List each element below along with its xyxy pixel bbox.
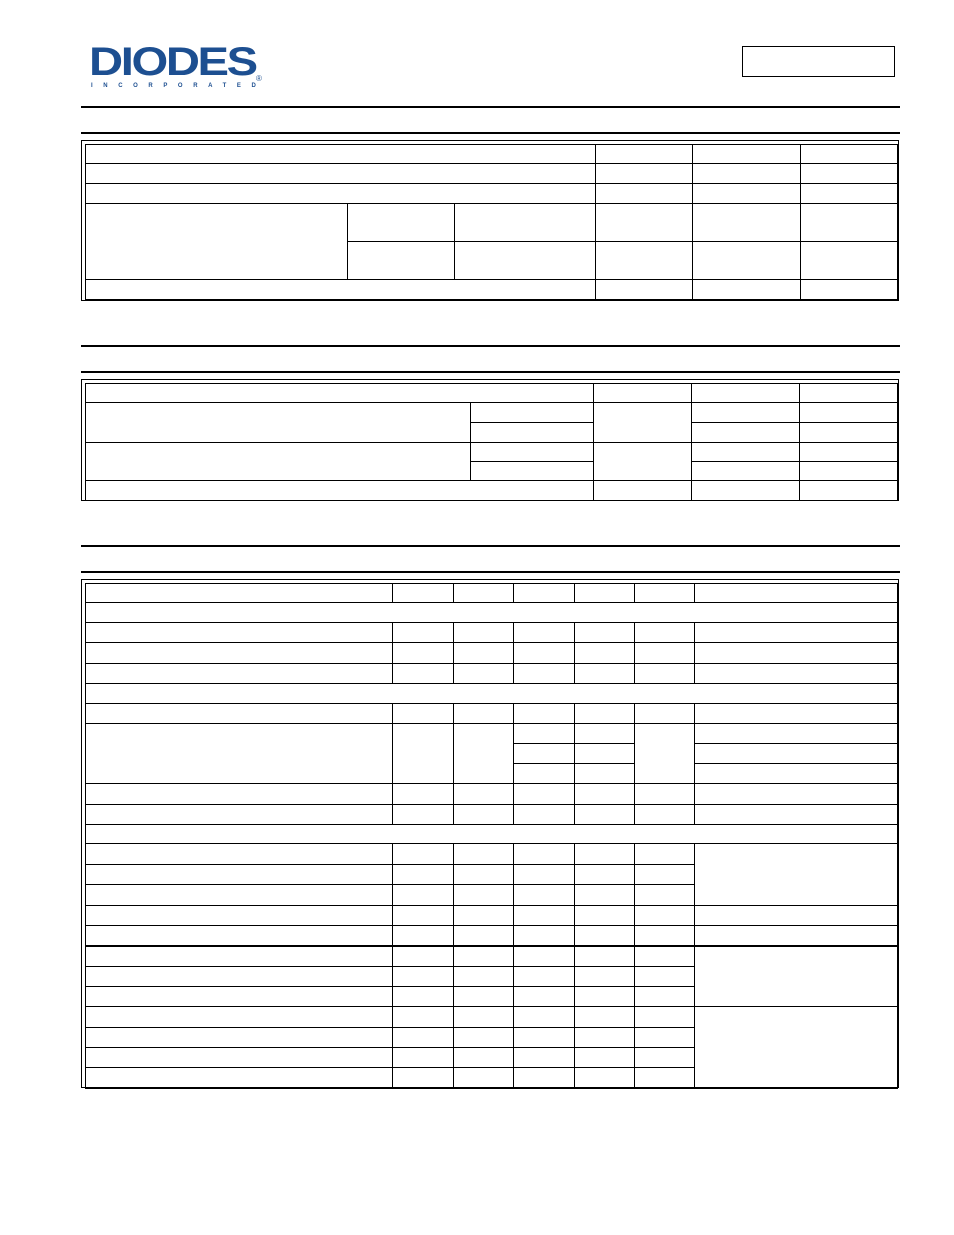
section-rule bbox=[81, 545, 900, 547]
table-row bbox=[86, 724, 898, 744]
thermal-table bbox=[85, 383, 898, 501]
table-row bbox=[86, 443, 898, 462]
diodes-logo bbox=[89, 40, 267, 92]
maximum-ratings-table-frame bbox=[81, 140, 899, 301]
logo-word: DIODES bbox=[89, 40, 256, 84]
thermal-table-frame bbox=[81, 379, 899, 501]
table-row bbox=[86, 204, 898, 242]
table-row bbox=[86, 584, 898, 603]
section-rule bbox=[81, 371, 900, 373]
header-rule bbox=[81, 106, 900, 108]
table-row bbox=[86, 825, 898, 844]
section-rule bbox=[81, 345, 900, 347]
table-row bbox=[86, 403, 898, 423]
table-row bbox=[86, 145, 898, 164]
table-row bbox=[86, 664, 898, 684]
table-row bbox=[86, 1007, 898, 1028]
table-row bbox=[86, 280, 898, 300]
table-row bbox=[86, 784, 898, 805]
table-row bbox=[86, 623, 898, 643]
electrical-table bbox=[85, 583, 898, 1089]
table-row bbox=[86, 603, 898, 623]
table-row bbox=[86, 184, 898, 204]
table-row bbox=[86, 704, 898, 724]
section-rule bbox=[81, 132, 900, 134]
section-rule bbox=[81, 571, 900, 573]
part-number-box bbox=[742, 46, 895, 77]
table-row bbox=[86, 926, 898, 946]
table-row bbox=[86, 844, 898, 865]
registered-mark: ® bbox=[256, 74, 262, 83]
table-row bbox=[86, 164, 898, 184]
table-row bbox=[86, 805, 898, 825]
table-row bbox=[86, 946, 898, 967]
table-row bbox=[86, 384, 898, 403]
maximum-ratings-table bbox=[85, 144, 898, 300]
table-row bbox=[86, 684, 898, 704]
table-row bbox=[86, 643, 898, 664]
table-row bbox=[86, 906, 898, 926]
electrical-table-frame bbox=[81, 579, 899, 1088]
logo-tagline: INCORPORATED bbox=[91, 83, 267, 89]
table-row bbox=[86, 481, 898, 501]
